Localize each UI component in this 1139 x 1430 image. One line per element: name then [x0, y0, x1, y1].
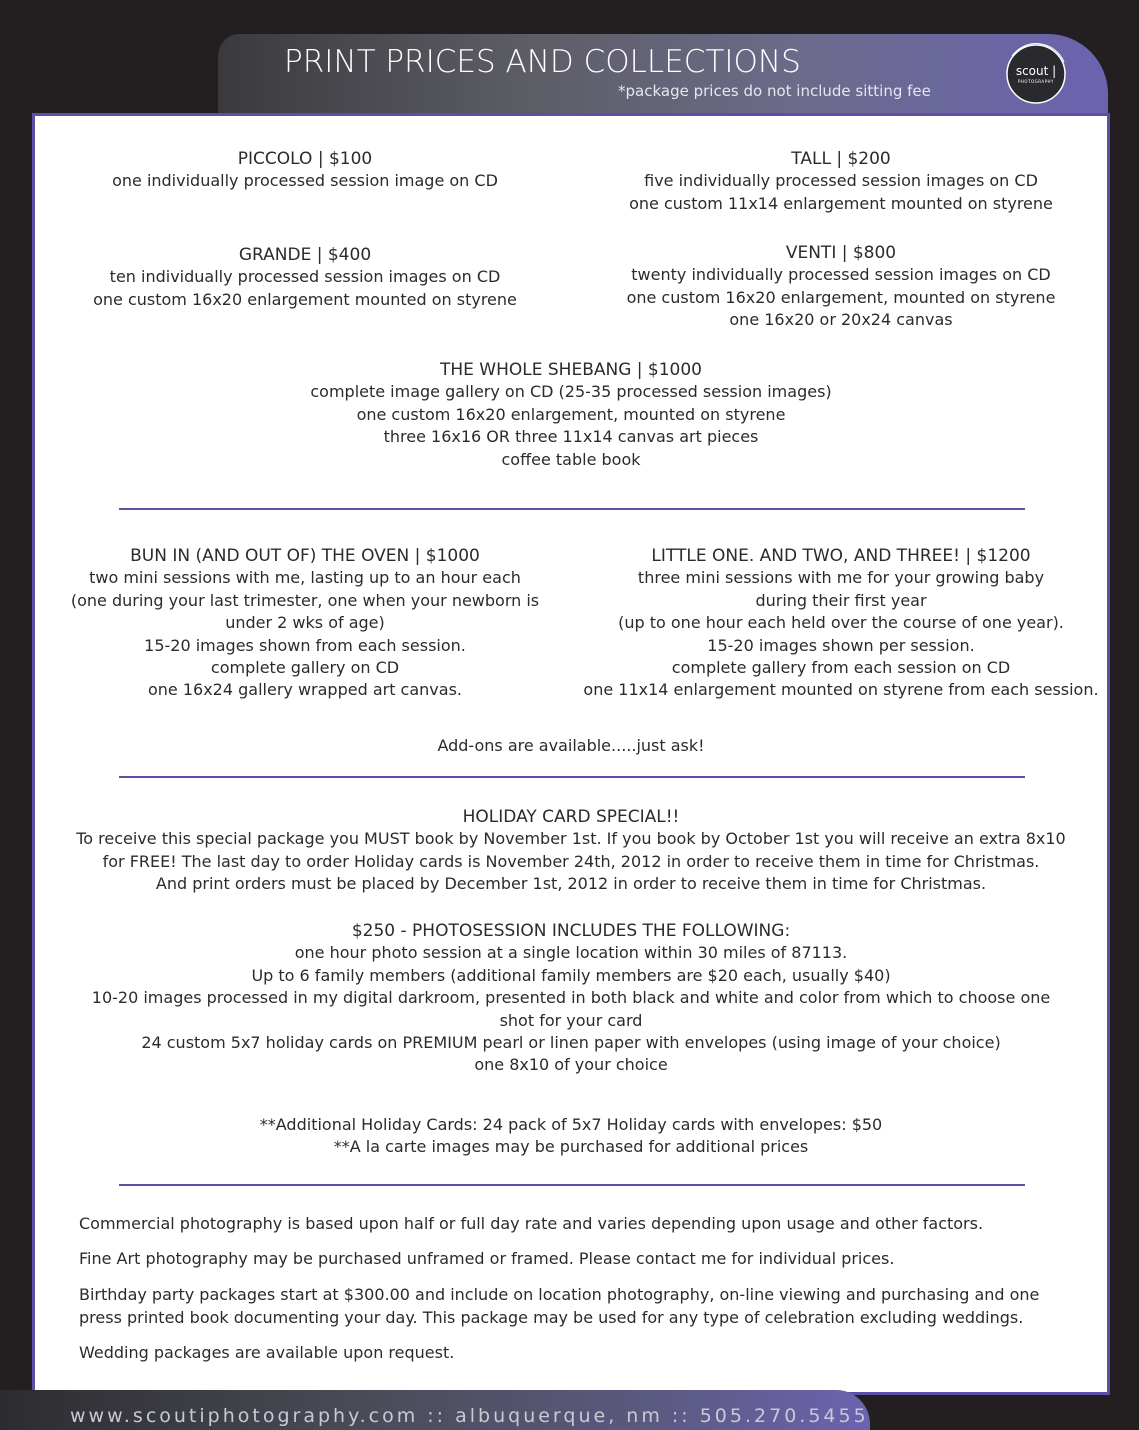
holiday-section	[35, 806, 1107, 896]
holiday-extras	[35, 1114, 1107, 1159]
package-whole-shebang	[35, 359, 1107, 471]
package-line: complete gallery on CD	[210, 658, 400, 678]
extras-line: **Additional Holiday Cards: 24 pack of 5x7 Holiday cards with envelopes: $50	[259, 1115, 883, 1134]
package-line: 15-20 images shown per session.	[707, 635, 975, 655]
holiday-title: HOLIDAY CARD SPECIAL!!	[462, 807, 680, 827]
holiday-session	[35, 920, 1107, 1077]
fine-art-text: Fine Art photography may be purchased unframed or framed. Please contact me for individual prices.	[79, 1249, 895, 1268]
package-title: GRANDE | $400	[238, 245, 372, 265]
section-divider	[119, 508, 1025, 510]
package-line: (up to one hour each held over the course of one year).	[618, 613, 1064, 633]
scout-logo	[1004, 42, 1068, 106]
package-little-one	[575, 545, 1107, 702]
commercial-text: Commercial photography is based upon half or full day rate and varies depending upon usage and other factors.	[79, 1214, 984, 1233]
holiday-intro-line: And print orders must be placed by December 1st, 2012 in order to receive them in time for Christmas.	[155, 874, 987, 894]
session-line: one 8x10 of your choice	[474, 1055, 668, 1075]
package-title: TALL | $200	[791, 149, 891, 169]
section-divider	[119, 1184, 1025, 1186]
birthday-text	[79, 1284, 1039, 1329]
package-line: three mini sessions with me for your growing baby	[637, 568, 1045, 588]
birthday-line: press printed book documenting your day. This package may be used for any type of celebration excluding weddings.	[79, 1307, 1024, 1327]
package-piccolo	[35, 148, 575, 193]
package-line: complete gallery from each session on CD	[671, 658, 1011, 678]
session-line: Up to 6 family members (additional family members are $20 each, usually $40)	[251, 965, 891, 985]
logo-text: scout |	[1015, 64, 1057, 78]
package-line: one custom 16x20 enlargement, mounted on styrene	[626, 287, 1056, 307]
package-line: ten individually processed session images on CD	[109, 267, 501, 287]
package-line: two mini sessions with me, lasting up to an hour each	[89, 568, 521, 588]
session-line: 10-20 images processed in my digital darkroom, presented in both black and white and color from which to choose one	[91, 988, 1051, 1008]
package-line: one individually processed session image on CD	[112, 171, 498, 191]
package-grande	[35, 244, 575, 311]
wedding-text: Wedding packages are available upon request.	[79, 1343, 455, 1362]
package-line: one 16x24 gallery wrapped art canvas.	[147, 680, 462, 700]
package-line: one custom 16x20 enlargement mounted on styrene	[93, 289, 517, 309]
page-subtitle: *package prices do not include sitting fee	[618, 82, 931, 100]
logo-subtext: PHOTOGRAPHY	[1018, 79, 1054, 84]
page-title: PRINT PRICES AND COLLECTIONS	[284, 44, 801, 80]
holiday-intro-line: To receive this special package you MUST book by November 1st. If you book by October 1st you will receive an extra 8x10	[76, 829, 1066, 849]
package-line: (one during your last trimester, one when your newborn is	[70, 590, 540, 610]
package-line: five individually processed session images on CD	[644, 171, 1038, 191]
package-title: THE WHOLE SHEBANG | $1000	[439, 360, 702, 380]
session-line: 24 custom 5x7 holiday cards on PREMIUM pearl or linen paper with envelopes (using image of your choice)	[141, 1033, 1001, 1053]
package-title: VENTI | $800	[785, 243, 897, 263]
package-line: under 2 wks of age)	[225, 613, 385, 633]
package-line: one 16x20 or 20x24 canvas	[729, 310, 953, 330]
package-venti	[575, 242, 1107, 332]
package-title: LITTLE ONE. AND TWO, AND THREE! | $1200	[651, 546, 1031, 566]
package-line: during their first year	[755, 590, 927, 610]
holiday-intro-line: for FREE! The last day to order Holiday cards is November 24th, 2012 in order to receive them in time for Christmas.	[102, 851, 1040, 871]
price-list-panel	[32, 113, 1110, 1395]
package-title: BUN IN (AND OUT OF) THE OVEN | $1000	[130, 546, 480, 566]
package-line: coffee table book	[501, 449, 641, 469]
package-title: PICCOLO | $100	[237, 149, 373, 169]
package-line: one custom 11x14 enlargement mounted on styrene	[629, 193, 1053, 213]
session-title: $250 - PHOTOSESSION INCLUDES THE FOLLOWING:	[351, 921, 791, 941]
addons-note: Add-ons are available.....just ask!	[437, 736, 705, 755]
package-line: twenty individually processed session images on CD	[631, 265, 1051, 285]
package-line: one custom 16x20 enlargement, mounted on styrene	[356, 404, 786, 424]
session-line: one hour photo session at a single location within 30 miles of 87113.	[294, 943, 848, 963]
birthday-line: Birthday party packages start at $300.00 and include on location photography, on-line viewing and purchasing and one	[79, 1285, 1040, 1304]
package-line: complete image gallery on CD (25-35 processed session images)	[310, 382, 832, 402]
package-line: 15-20 images shown from each session.	[144, 635, 466, 655]
section-divider	[119, 776, 1025, 778]
package-line: three 16x16 OR three 11x14 canvas art pieces	[383, 427, 759, 447]
extras-line: **A la carte images may be purchased for additional prices	[333, 1137, 809, 1157]
package-bun-in-oven	[35, 545, 575, 702]
package-line: one 11x14 enlargement mounted on styrene from each session.	[583, 680, 1099, 700]
footer-contact: www.scoutiphotography.com :: albuquerque, nm :: 505.270.5455	[70, 1405, 869, 1427]
package-tall	[575, 148, 1107, 215]
session-line: shot for your card	[499, 1010, 643, 1030]
